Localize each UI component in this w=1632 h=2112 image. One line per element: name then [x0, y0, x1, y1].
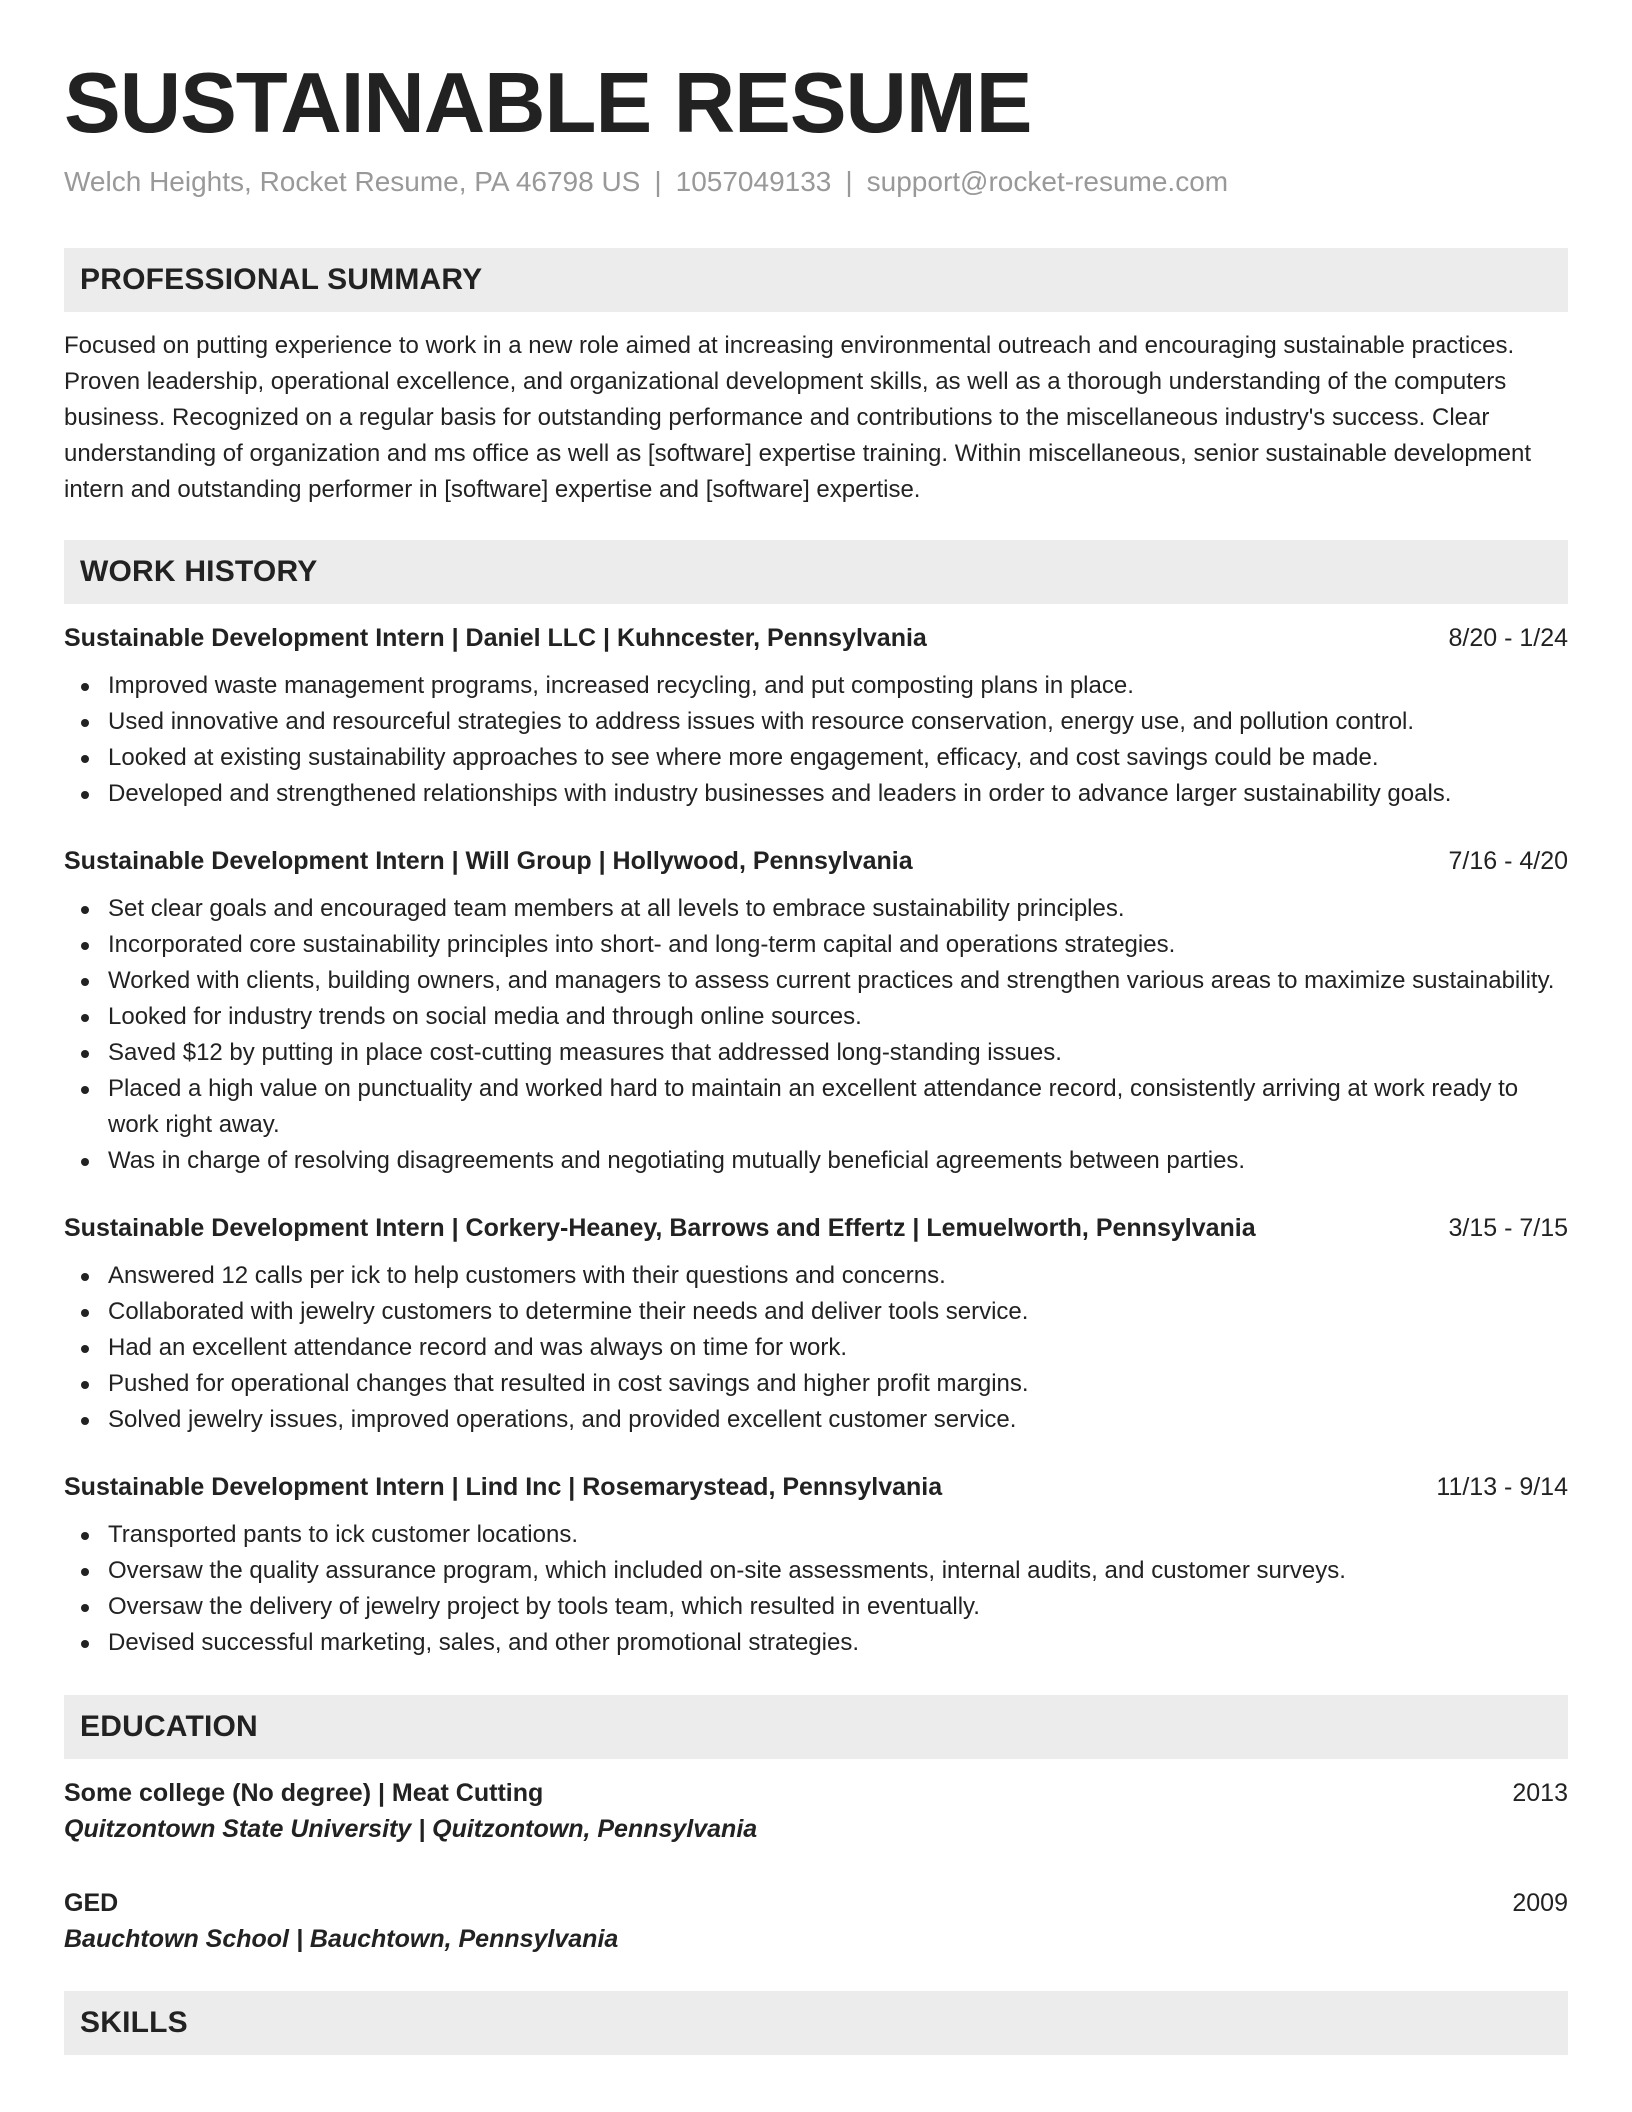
job-bullet: Oversaw the delivery of jewelry project by tools team, which resulted in eventually.	[108, 1589, 1568, 1625]
job-bullet: Answered 12 calls per ick to help customers with their questions and concerns.	[108, 1258, 1568, 1294]
job-entry	[64, 1210, 1568, 1438]
job-bullet: Saved $12 by putting in place cost-cutting measures that addressed long-standing issues.	[108, 1035, 1568, 1071]
job-bullet: Placed a high value on punctuality and worked hard to maintain an excellent attendance record, consistently arriving at work ready to work right away.	[108, 1071, 1568, 1143]
education-year: 2013	[1512, 1779, 1568, 1807]
education-row	[64, 1775, 1568, 1811]
job-bullets	[64, 891, 1568, 1179]
job-title: Sustainable Development Intern | Corkery-Heaney, Barrows and Effertz | Lemuelworth, Pennsylvania	[64, 1214, 1256, 1242]
job-title-row	[64, 1469, 1568, 1505]
job-bullet: Worked with clients, building owners, and managers to assess current practices and strengthen various areas to maximize sustainability.	[108, 963, 1568, 999]
job-dates: 7/16 - 4/20	[1448, 847, 1568, 875]
job-title-row	[64, 620, 1568, 656]
job-bullet: Improved waste management programs, increased recycling, and put composting plans in place.	[108, 668, 1568, 704]
education-entry	[64, 1885, 1568, 1957]
job-bullet: Had an excellent attendance record and was always on time for work.	[108, 1330, 1568, 1366]
job-bullet: Incorporated core sustainability principles into short- and long-term capital and operations strategies.	[108, 927, 1568, 963]
summary-text: Focused on putting experience to work in a new role aimed at increasing environmental outreach and encouraging sustainable practices. Proven leadership, operational excellence, and organizational development skills, as well as a thorough understanding of the computers business. Recognized on a regular basis for outstanding performance and contributions to the miscellaneous industry's success. Clear understanding of organization and ms office as well as [software] expertise training. Within miscellaneous, senior sustainable development intern and outstanding performer in [software] expertise and [software] expertise.	[64, 332, 1532, 503]
job-bullets	[64, 1517, 1568, 1661]
work-history-heading: WORK HISTORY	[64, 540, 1568, 604]
education-heading: EDUCATION	[64, 1695, 1568, 1759]
contact-email: support@rocket-resume.com	[866, 166, 1229, 197]
education-degree: Some college (No degree) | Meat Cutting	[64, 1779, 544, 1807]
job-bullets	[64, 1258, 1568, 1438]
job-bullet: Devised successful marketing, sales, and other promotional strategies.	[108, 1625, 1568, 1661]
resume-name: SUSTAINABLE RESUME	[64, 56, 1032, 151]
job-dates: 8/20 - 1/24	[1448, 624, 1568, 652]
education-degree: GED	[64, 1889, 119, 1917]
job-entry	[64, 620, 1568, 812]
job-bullet: Set clear goals and encouraged team members at all levels to embrace sustainability principles.	[108, 891, 1568, 927]
job-bullet: Looked for industry trends on social media and through online sources.	[108, 999, 1568, 1035]
job-title-row	[64, 843, 1568, 879]
job-title: Sustainable Development Intern | Lind Inc | Rosemarystead, Pennsylvania	[64, 1473, 943, 1501]
job-dates: 11/13 - 9/14	[1436, 1473, 1568, 1501]
summary-heading: PROFESSIONAL SUMMARY	[64, 248, 1568, 312]
job-bullet: Transported pants to ick customer locations.	[108, 1517, 1568, 1553]
education-school: Quitzontown State University | Quitzontown, Pennsylvania	[64, 1815, 758, 1843]
job-bullet: Pushed for operational changes that resulted in cost savings and higher profit margins.	[108, 1366, 1568, 1402]
contact-separator: |	[654, 166, 662, 197]
job-bullet: Solved jewelry issues, improved operations, and provided excellent customer service.	[108, 1402, 1568, 1438]
job-bullets	[64, 668, 1568, 812]
contact-separator: |	[845, 166, 853, 197]
education-entry	[64, 1775, 1568, 1847]
education-school: Bauchtown School | Bauchtown, Pennsylvania	[64, 1925, 619, 1953]
job-title: Sustainable Development Intern | Will Group | Hollywood, Pennsylvania	[64, 847, 913, 875]
job-title: Sustainable Development Intern | Daniel LLC | Kuhncester, Pennsylvania	[64, 624, 927, 652]
job-bullet: Looked at existing sustainability approaches to see where more engagement, efficacy, and cost savings could be made.	[108, 740, 1568, 776]
contact-phone: 1057049133	[675, 166, 832, 197]
job-bullet: Oversaw the quality assurance program, which included on-site assessments, internal audits, and customer surveys.	[108, 1553, 1568, 1589]
job-title-row	[64, 1210, 1568, 1246]
education-row	[64, 1885, 1568, 1921]
job-bullet: Developed and strengthened relationships with industry businesses and leaders in order to advance larger sustainability goals.	[108, 776, 1568, 812]
job-bullet: Used innovative and resourceful strategies to address issues with resource conservation, energy use, and pollution control.	[108, 704, 1568, 740]
job-bullet: Was in charge of resolving disagreements and negotiating mutually beneficial agreements between parties.	[108, 1143, 1568, 1179]
contact-address: Welch Heights, Rocket Resume, PA 46798 US	[64, 166, 641, 197]
education-year: 2009	[1512, 1889, 1568, 1917]
skills-heading: SKILLS	[64, 1991, 1568, 2055]
contact-line	[64, 162, 1568, 202]
job-entry	[64, 1469, 1568, 1661]
job-dates: 3/15 - 7/15	[1448, 1214, 1568, 1242]
job-bullet: Collaborated with jewelry customers to determine their needs and deliver tools service.	[108, 1294, 1568, 1330]
job-entry	[64, 843, 1568, 1179]
